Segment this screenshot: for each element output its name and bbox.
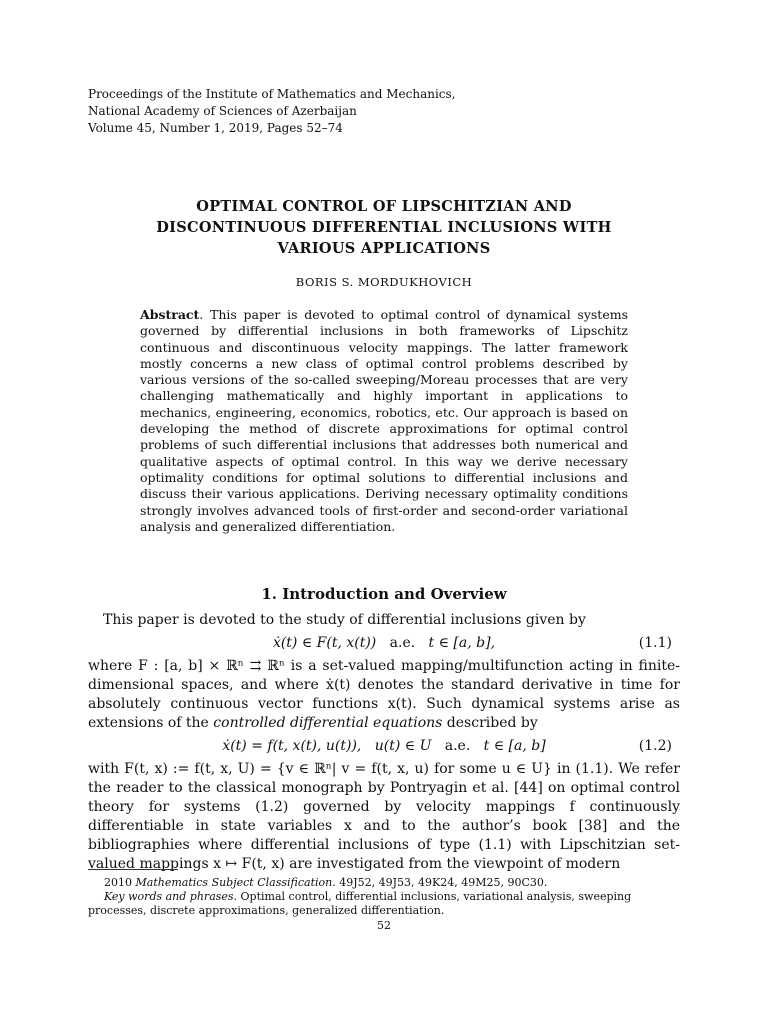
abstract xyxy=(140,307,628,535)
paper-title-line-3: VARIOUS APPLICATIONS xyxy=(277,240,491,257)
equation-1-2-number: (1.2) xyxy=(638,738,672,754)
footnote-rule xyxy=(88,869,178,870)
journal-header xyxy=(88,86,688,137)
paragraph-2-text-a: where F : [a, b] × ℝⁿ ⇉ ℝⁿ is a set-valued mapping/multifunction acting in finite-dimensional spaces, and where ẋ(t) denotes the standard derivative in time for absolutely continuous vector functions x(t). Such dynamical systems arise as extensions of the xyxy=(88,658,680,731)
equation-1-1-ae: a.e. xyxy=(389,635,416,651)
footnote-msc-codes: 49J52, 49J53, 49K24, 49M25, 90C30. xyxy=(335,876,548,889)
paper-title-line-1: OPTIMAL CONTROL OF LIPSCHITZIAN AND xyxy=(196,198,572,215)
footnote-msc-label: Mathematics Subject Classification. xyxy=(135,876,336,889)
page-number: 52 xyxy=(377,919,391,932)
footnote xyxy=(88,876,680,918)
paper-title-line-2: DISCONTINUOUS DIFFERENTIAL INCLUSIONS WITH xyxy=(156,219,612,236)
paragraph-2-text-b: described by xyxy=(442,715,538,731)
abstract-text: . This paper is devoted to optimal control of dynamical systems governed by differential inclusions in both frameworks of Lipschitz continuous and discontinuous velocity mappings. The latter framework mostly concerns a new class of optimal control problems described by various versions of the so-called sweeping/Moreau processes that are very challenging mathematically and highly important in applications to mechanics, engineering, economics, robotics, etc. Our approach is based on developing the method of discrete approximations for optimal control problems of such differential inclusions that addresses both numerical and qualitative aspects of optimal control. In this way we derive necessary optimality conditions for optimal solutions to differential inclusions and discuss their various applications. Deriving necessary optimality conditions strongly involves advanced tools of first-order and second-order variational analysis and generalized differentiation. xyxy=(140,307,628,534)
section-heading: 1. Introduction and Overview xyxy=(261,585,507,603)
journal-header-line-2: National Academy of Sciences of Azerbaijan xyxy=(88,104,357,118)
equation-1-2-control: u(t) ∈ U xyxy=(374,738,432,754)
paragraph-1: This paper is devoted to the study of differential inclusions given by xyxy=(103,612,586,628)
abstract-label: Abstract xyxy=(140,307,200,322)
footnote-keywords-text: Optimal control, differential inclusions, variational analysis, sweeping processes, discrete approximations, generalized differentiation. xyxy=(88,890,632,917)
equation-1-2-ae: a.e. xyxy=(444,738,471,754)
body-text xyxy=(88,611,680,874)
equation-1-1-number: (1.1) xyxy=(638,635,672,651)
paper-title xyxy=(90,196,678,259)
equation-1-2-expression: ẋ(t) = f(t, x(t), u(t)), xyxy=(222,738,362,754)
paragraph-2 xyxy=(88,657,680,733)
author-name: BORIS S. MORDUKHOVICH xyxy=(295,275,473,289)
equation-1-1-domain: t ∈ [a, b], xyxy=(428,635,496,651)
equation-1-1 xyxy=(88,630,680,657)
equation-1-2 xyxy=(88,733,680,760)
journal-header-line-1: Proceedings of the Institute of Mathematics and Mechanics, xyxy=(88,87,456,101)
footnote-keywords-label: Key words and phrases. xyxy=(104,890,238,903)
equation-1-2-domain: t ∈ [a, b] xyxy=(483,738,546,754)
equation-1-1-expression: ẋ(t) ∈ F(t, x(t)) xyxy=(272,635,377,651)
footnote-msc xyxy=(88,876,680,890)
journal-header-line-3: Volume 45, Number 1, 2019, Pages 52–74 xyxy=(88,121,343,135)
paragraph-3: with F(t, x) := f(t, x, U) = {v ∈ ℝⁿ| v = f(t, x, u) for some u ∈ U} in (1.1). We refer the reader to the classical monograph by Pontryagin et al. [44] on optimal control theory for systems (1.2) governed by velocity mappings f continuously differentiable in state variables x and to the author’s book [38] and the bibliographies where differential inclusions of type (1.1) with Lipschitzian set-valued mappings x ↦ F(t, x) are investigated from the viewpoint of modern xyxy=(88,761,680,872)
footnote-keywords xyxy=(88,890,680,918)
paragraph-2-emphasis: controlled differential equations xyxy=(213,715,443,731)
footnote-msc-year: 2010 xyxy=(104,876,136,889)
